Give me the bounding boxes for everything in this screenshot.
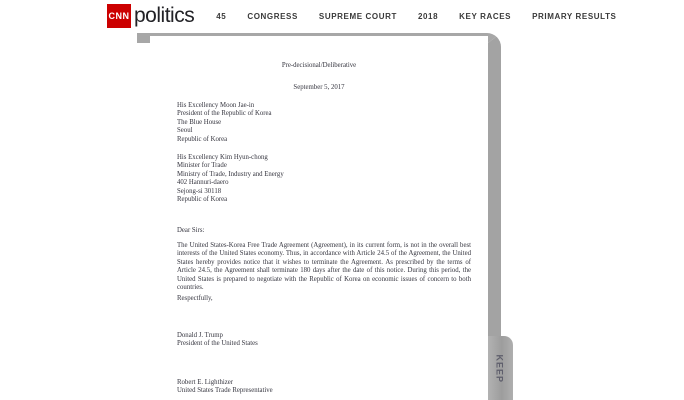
nav-item-congress[interactable]: CONGRESS	[247, 11, 298, 21]
politics-wordmark: politics	[134, 4, 195, 27]
address-line: His Excellency Kim Hyun-chong	[177, 154, 268, 161]
recipient-address-kim	[177, 154, 284, 205]
letter-date: September 5, 2017	[293, 84, 345, 91]
signature-block-lighthizer	[177, 379, 273, 396]
top-nav	[216, 12, 616, 21]
signer-title: President of the United States	[177, 340, 258, 348]
address-line: Ministry of Trade, Industry and Energy	[177, 170, 284, 178]
nav-item-key-races[interactable]: KEY RACES	[459, 11, 512, 21]
folder-tab-label: KEEP	[494, 354, 505, 384]
address-line: Minister for Trade	[177, 162, 227, 170]
scanned-letter	[150, 36, 488, 400]
address-line: Republic of Korea	[177, 196, 228, 204]
cnn-politics-logo[interactable]	[107, 4, 194, 28]
recipient-address-moon	[177, 102, 272, 144]
classification-marking: Pre-decisional/Deliberative	[281, 62, 357, 69]
nav-item-2018[interactable]: 2018	[417, 11, 439, 21]
nav-item-primary-results[interactable]: PRIMARY RESULTS	[532, 11, 617, 21]
address-line: Seoul	[177, 127, 193, 135]
signature-block-trump	[177, 332, 258, 349]
signer-title: United States Trade Representative	[177, 387, 273, 395]
address-line: The Blue House	[177, 118, 222, 126]
signer-name: Robert E. Lighthizer	[177, 379, 234, 386]
address-line: Republic of Korea	[177, 135, 228, 143]
folder-tab	[488, 336, 513, 400]
address-line: 402 Hannuri-daero	[177, 179, 229, 187]
nav-item-45[interactable]: 45	[216, 11, 227, 21]
site-header	[0, 0, 684, 32]
address-line: His Excellency Moon Jae-in	[177, 102, 255, 109]
letter-body: The United States-Korea Free Trade Agreement (Agreement), in its current form, is not in the overall best interests of the United States economy. Thus, in accordance with Article 24.5 of the Agreement, the United States hereby provides notice that it wishes to terminate the Agreement. As prescribed by the terms of Article 24.5, the Agreement shall terminate 180 days after the date of this notice. During this period, the United States is prepared to negotiate with the Republic of Korea on economic issues of concern to both countries.	[177, 242, 471, 292]
address-line: President of the Republic of Korea	[177, 110, 272, 118]
salutation: Dear Sirs:	[177, 227, 205, 234]
signer-name: Donald J. Trump	[177, 332, 223, 339]
nav-item-supreme-court[interactable]: SUPREME COURT	[318, 11, 397, 21]
cnn-logo-icon: CNN	[107, 4, 131, 28]
address-line: Sejong-si 30118	[177, 187, 222, 195]
closing: Respectfully,	[177, 295, 213, 302]
